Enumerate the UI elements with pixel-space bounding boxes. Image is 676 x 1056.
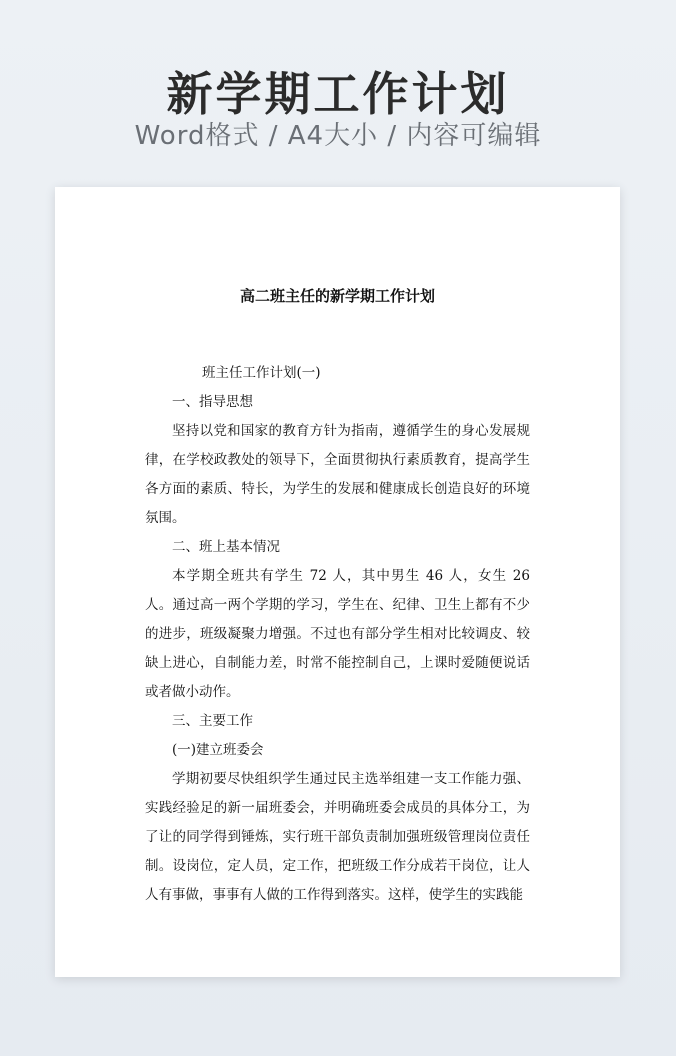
document-title: 高二班主任的新学期工作计划 <box>239 287 435 305</box>
banner-title: 新学期工作计划 <box>166 67 510 121</box>
paragraph-class-committee: 学期初要尽快组织学生通过民主选举组建一支工作能力强、实践经验足的新一届班委会，并明确班委会成员的具体分工，为了让的同学得到锤炼，实行班干部负责制加强班级管理岗位责任制。设岗位，定人员，定工作，把班级工作分成若干岗位，让人人有事做，事事有人做的工作得到落实。这样，使学生的实践能 <box>145 771 530 903</box>
heading-main-work: 三、主要工作 <box>172 713 253 729</box>
banner-subtitle: Word格式 / A4大小 / 内容可编辑 <box>134 121 542 151</box>
section-title: 班主任工作计划(一) <box>202 365 321 381</box>
document-page <box>55 187 620 977</box>
document-body <box>145 359 530 910</box>
heading-class-situation: 二、班上基本情况 <box>172 539 280 555</box>
subheading-class-committee: (一)建立班委会 <box>172 742 264 758</box>
paragraph-guiding-thought: 坚持以党和国家的教育方针为指南，遵循学生的身心发展规律，在学校政教处的领导下，全面贯彻执行素质教育，提高学生各方面的素质、特长，为学生的发展和健康成长创造良好的环境氛围。 <box>145 423 530 526</box>
paragraph-class-situation: 本学期全班共有学生 72 人，其中男生 46 人，女生 26 人。通过高一两个学期的学习，学生在、纪律、卫生上都有不少的进步，班级凝聚力增强。不过也有部分学生相对比较调皮、较缺上进心，自制能力差，时常不能控制自己，上课时爱随便说话或者做小动作。 <box>145 568 530 700</box>
heading-guiding-thought: 一、指导思想 <box>172 394 253 410</box>
